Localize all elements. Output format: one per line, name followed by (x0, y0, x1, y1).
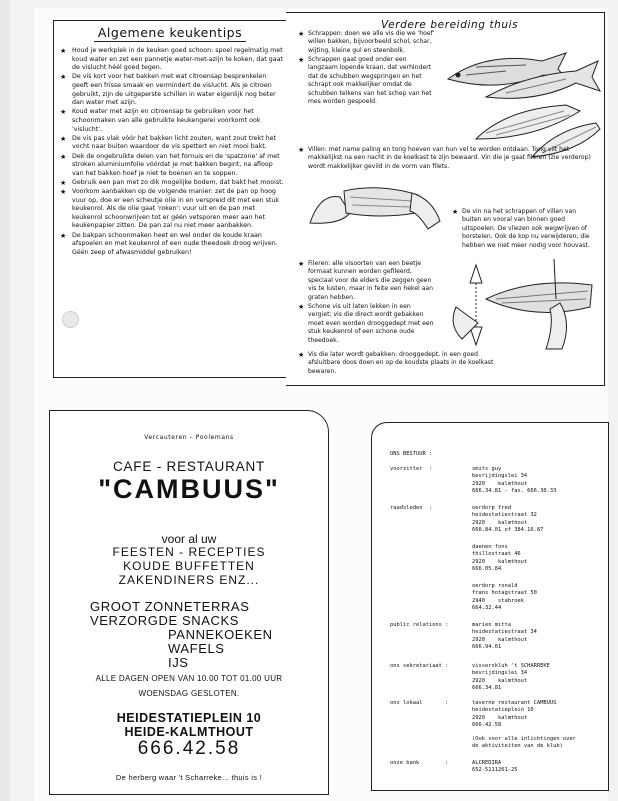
feature-line: PANNEKOEKEN (168, 627, 273, 642)
fish-illustration (446, 31, 602, 161)
info-note: (Ook voor alle inlichtingen over de aktiviteiten van de klub) (472, 736, 576, 750)
member-entry: ALCREDIRA 652-5111261-25 (472, 760, 518, 774)
star-icon: ★ (60, 152, 67, 161)
star-icon: ★ (60, 188, 67, 197)
bereiding-box (286, 12, 605, 386)
closing-day: WOENSDAG GESLOTEN. (138, 689, 240, 698)
star-icon: ★ (298, 30, 305, 38)
feature-line: IJS (168, 655, 189, 670)
address-line-2: HEIDE-KALMTHOUT (124, 725, 254, 739)
feature-line: WAFELS (168, 641, 225, 656)
member-entry: smits guy bevrijdingslei 34 2920 kalmthout 666.34.81 - fax. 666.30.33 (472, 466, 557, 494)
bestuur-box (371, 422, 609, 791)
punch-hole (62, 311, 79, 328)
list-item: ★ De bakpan schoonmaken heet en wel onder de koude kraan afspoelen en met keukenrol of een oude theedoek droog wrijven. Géén zeep of afwasmiddel gebruiken! (60, 231, 278, 256)
star-icon: ★ (60, 231, 67, 240)
member-entry: marien mitta heidestatiestraat 34 2920 kalmthout 666.94.61 (472, 622, 537, 650)
list-item: ★ Houd je werkplek in de keuken goed schoon: spoel regelmatig met koud water en zet een pannetje water-met-azijn te koken, dat gaat de vislucht héél goed tegen. (60, 47, 283, 72)
list-item: ★ Voorkom aanbakken op de volgende manier: zet de pan op hoog vuur op, doe er een scheutje olie in en verspreid dit met een stuk keukenrol. Als de olie gaat 'roken': vuur uit en de pan met keukenrol schoonwrijven tot er géén vetsporen meer aan het keukenpapier zitten. De pan zal nu niet meer aanbakken. (60, 188, 279, 230)
opening-hours: ALLE DAGEN OPEN VAN 10.00 TOT 01.00 UUR (95, 674, 283, 683)
bereiding-p6: ★ Schone vis uit laten lekken in een vergiet; vis die direct wordt gebakken moet even worden drooggedept met een stuk keukenrol of een schone oude theedoek. (298, 303, 434, 344)
feature-line: VERZORGDE SNACKS (90, 613, 240, 628)
member-entry: daenen fons thillostraat 46 2920 kalmthout 666.05.84 (472, 544, 528, 572)
bereiding-p2: ★ Schrappen gaat goed onder een langzaam lopende kraan, dat verhindert dat de schubben wegspringen en het schrapt ook makkelijker omdat de schubben telkens van het schep van het mes worden gespoeld. (298, 56, 432, 106)
list-item: ★ Koud water met azijn en citroensap te gebruiken voor het schoonmaken van alle gebruikte keukengerei voorkomt ook 'visluchtʼ. (60, 108, 261, 133)
star-icon: ★ (60, 134, 67, 143)
star-icon: ★ (60, 73, 67, 82)
cambuus-advertisement (49, 410, 329, 795)
bereiding-p4a: ★ De vin na het schrappen of villen van buiten en vooral van binnen goed uitspoelen. De vliezen ook wegwrijven of borstelen. Ook de kop nu verwijderen, die hebben we niet meer nodig voor houvast. (452, 208, 590, 249)
list-item: ★ De vis pas vlak vóór het bakken licht zouten, want zout trekt het vocht naar buiten waardoor de vis spettert en niet mooi bakt. (60, 134, 276, 151)
restaurant-type: CAFE - RESTAURANT (112, 459, 266, 474)
address-line-1: HEIDESTATIEPLEIN 10 (116, 711, 262, 725)
role-label: ons lokaal : (390, 700, 449, 706)
list-item: ★ Gebruik een pan met zo dik mogelijke bodem, dat bakt het mooist. (60, 178, 284, 187)
ad-line: voor al uw (161, 532, 217, 546)
role-label: raadsleden : (390, 505, 433, 511)
star-icon: ★ (60, 47, 67, 55)
bereiding-p3: ★ Villen: met name paling en tong hoeven van hun vel te worden ontdaan. Tong vilt het makkelijkst na een nacht in de koelkast te zijn bewaard. Vin die je gaat fileren (zie verderop) wordt makkelijker gevild in de vorm van filets. (298, 146, 591, 170)
slogan: De herberg waar 't Scharreke... thuis is ! (115, 773, 263, 782)
role-label: voorzitter : (390, 466, 433, 472)
star-icon: ★ (298, 146, 305, 154)
bereiding-title: Verdere bereiding thuis (381, 19, 519, 31)
bestuur-heading: ONS BESTUUR : (390, 451, 433, 457)
star-icon: ★ (298, 260, 305, 268)
member-entry: oerdorp ronald frans hotagstraat 50 2940 stabroek 664.32.44 (472, 583, 537, 611)
phone-number: 666.42.58 (137, 738, 241, 759)
list-item: ★ Dek de ongebruikte delen van het fornuis en de 'spatzone' af met stroken aluminiumfolie vóórdat je met bakken begint, na afloop van het bakken hoef je niet te boenen en te soppen. (60, 152, 280, 177)
star-icon: ★ (60, 178, 67, 187)
ad-line: ZAKENDINERS ENZ... (118, 573, 260, 587)
star-icon: ★ (452, 208, 459, 216)
list-item: ★ De vis kort voor het bakken met wat citroensap besprenkelen geeft een frisse smaak en vermindert de vislucht. Als je citroen gebruikt, zijn de uitgeperste schillen in water eigenlijk nog beter dan water met azijn. (60, 73, 276, 107)
ad-line: KOUDE BUFFETTEN (123, 559, 255, 573)
keukentips-list (60, 47, 284, 258)
owners-line: Vercauteren – Poolemans (144, 434, 234, 441)
star-icon: ★ (298, 56, 305, 64)
star-icon: ★ (298, 351, 305, 359)
role-label: public relations : (390, 622, 449, 628)
filleting-illustration (442, 259, 602, 351)
feature-line: GROOT ZONNETERRAS (90, 599, 250, 614)
role-label: ons sekretariaat : (390, 663, 449, 669)
bereiding-p1: ★ Schrappen: doen we alle vis die we 'hoef' willen bakken, bijvoorbeeld schol, schar, wijting, kleine gul en steenbolk. (298, 30, 435, 54)
ad-line: FEESTEN - RECEPTIES (112, 545, 266, 559)
keukentips-title: Algemene keukentips (54, 25, 286, 42)
bereiding-p5: ★ Fileren: alle visoorten van een beetje formaat kunnen worden gefileerd, speciaal voor de elders die zeggen geen vis te lusten, maar in feite een hekel aan graten hebben. (298, 260, 434, 301)
member-entry: oerdorp fred heidestatiestraat 32 2920 kalmthout 666.84.01 of 384.16.87 (472, 505, 544, 533)
skinning-hands-illustration (300, 173, 450, 237)
role-label: onze bank : (390, 760, 449, 766)
star-icon: ★ (60, 108, 67, 117)
page-shadow-edge (0, 0, 10, 801)
bereiding-p7: ★ Vis die later wordt gebakken: drooggedept, in een goed afsluitbare doos doen en op de koudste plaats in de koelkast bewaren. (298, 351, 494, 375)
member-entry: taverne restaurant CAMBUUS heidestatieplein 10 2920 kalmthout 666.42.58 (472, 700, 557, 728)
member-entry: visserskluh 't SCHARREKE bevrijdingslei 34 2920 kalmthout 666.34.81 (472, 663, 550, 691)
keukentips-box (53, 20, 287, 378)
star-icon: ★ (298, 303, 305, 311)
restaurant-name: "CAMBUUS" (98, 474, 280, 504)
